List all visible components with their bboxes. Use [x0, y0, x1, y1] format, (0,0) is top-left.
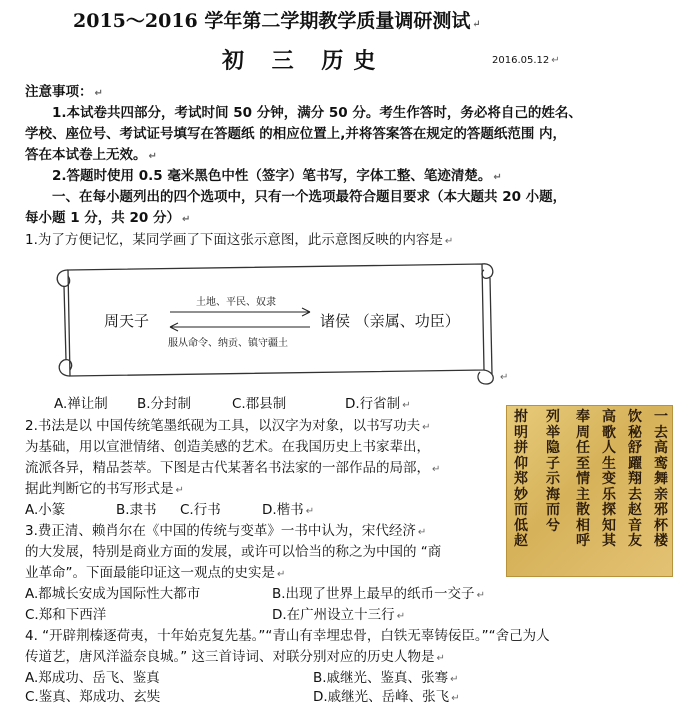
q1-stem: 1.为了方便记忆，某同学画了下面这张示意图，此示意图反映的内容是 ↵: [25, 232, 454, 248]
q4-line2: 传道艺，唐风洋溢奈良城。” 这三首诗词、对联分别对应的历史人物是 ↵: [25, 649, 445, 665]
q4-option-d[interactable]: D.戚继光、岳峰、张飞 ↵: [313, 689, 460, 705]
notes-heading: 注意事项： ↵: [25, 84, 103, 100]
diagram-top-arrow-label: 土地、平民、奴隶: [196, 297, 276, 308]
q3-option-a[interactable]: A.都城长安成为国际性大都市: [25, 586, 201, 602]
q1-option-b[interactable]: B.分封制: [137, 396, 192, 412]
q2-line4: 据此判断它的书写形式是 ↵: [25, 481, 184, 497]
q4-option-b[interactable]: B.戚继光、鉴真、张骞 ↵: [313, 670, 459, 686]
q3-line1: 3.费正清、赖肖尔在《中国的传统与变革》一书中认为，宋代经济 ↵: [25, 523, 427, 539]
q3-line2: 的大发展，特别是商业方面的发展，或许可以恰当的称之为中国的 “商: [25, 544, 442, 560]
q3-option-d[interactable]: D.在广州设立十三行 ↵: [272, 607, 406, 623]
calligraphy-column: 列举隐子示海而兮: [546, 409, 560, 534]
calligraphy-column: 一去高鸾舞亲邪杯楼: [654, 409, 668, 549]
q3-option-c[interactable]: C.郑和下西洋: [25, 607, 107, 623]
q2-line1: 2.书法是以 中国传统笔墨纸砚为工具，以汉字为对象，以书写功夫 ↵: [25, 418, 431, 434]
section1-line1: 一、在每小题列出的四个选项中，只有一个选项最符合题目要求（本大题共 20 小题，: [52, 189, 567, 205]
section1-line2: 每小题 1 分，共 20 分） ↵: [25, 210, 191, 226]
calligraphy-image: [506, 405, 673, 577]
q1-option-d[interactable]: D.行省制 ↵: [345, 396, 411, 412]
subject-title: 初 三 历史: [222, 48, 386, 74]
q2-option-d[interactable]: D.楷书 ↵: [262, 502, 315, 518]
notes-item1-line3: 答在本试卷上无效。 ↵: [25, 147, 157, 163]
q3-line3: 业革命”。下面最能印证这一观点的史实是 ↵: [25, 565, 286, 581]
diagram-left-label: 周天子: [104, 312, 150, 330]
exam-title: 2015～2016 学年第二学期教学质量调研测试 ↵: [73, 10, 481, 32]
q2-option-a[interactable]: A.小篆: [25, 502, 66, 518]
calligraphy-column: 饮秘舒躍翔去赵音友: [628, 409, 642, 549]
exam-date: 2016.05.12 ↵: [492, 55, 560, 66]
q1-option-a[interactable]: A.禅让制: [54, 396, 108, 412]
notes-item1-line2: 学校、座位号、考试证号填写在答题纸 的相应位置上,并将答案答在规定的答题纸范围 内，: [25, 126, 567, 142]
q2-option-b[interactable]: B.隶书: [116, 502, 157, 518]
q4-option-c[interactable]: C.鉴真、郑成功、玄奘: [25, 689, 161, 705]
q2-line2: 为基础，用以宣泄情绪、创造美感的艺术。在我国历史上书家辈出，: [25, 439, 430, 455]
notes-item1-line1: 1.本试卷共四部分，考试时间 50 分钟，满分 50 分。考生作答时，务必将自己的姓名、: [52, 105, 582, 121]
diagram-right-label: 诸侯 （亲属、功臣）: [320, 312, 460, 330]
q4-option-a[interactable]: A.郑成功、岳飞、鉴真: [25, 670, 160, 686]
calligraphy-column: 奉周任至情主散相呼: [576, 409, 590, 549]
q1-option-c[interactable]: C.郡县制: [232, 396, 287, 412]
q2-line3: 流派各异，精品荟萃。下图是古代某著名书法家的一部作品的局部， ↵: [25, 460, 441, 476]
q3-option-b[interactable]: B.出现了世界上最早的纸币一交子 ↵: [272, 586, 485, 602]
calligraphy-column: 高歌人生变乐探知其: [602, 409, 616, 549]
diagram-bottom-arrow-label: 服从命令、纳贡、镇守疆土: [168, 338, 288, 349]
q2-option-c[interactable]: C.行书: [180, 502, 221, 518]
q4-line1: 4. “开辟荆榛逐荷夷，十年始克复先基。”“青山有幸埋忠骨，白铁无辜铸佞臣。”“舍己为人: [25, 628, 550, 644]
notes-item2: 2.答题时使用 0.5 毫米黑色中性（签字）笔书写，字体工整、笔迹清楚。 ↵: [52, 168, 502, 184]
calligraphy-column: 拊明拼仰郑妙而低赵: [514, 409, 528, 549]
